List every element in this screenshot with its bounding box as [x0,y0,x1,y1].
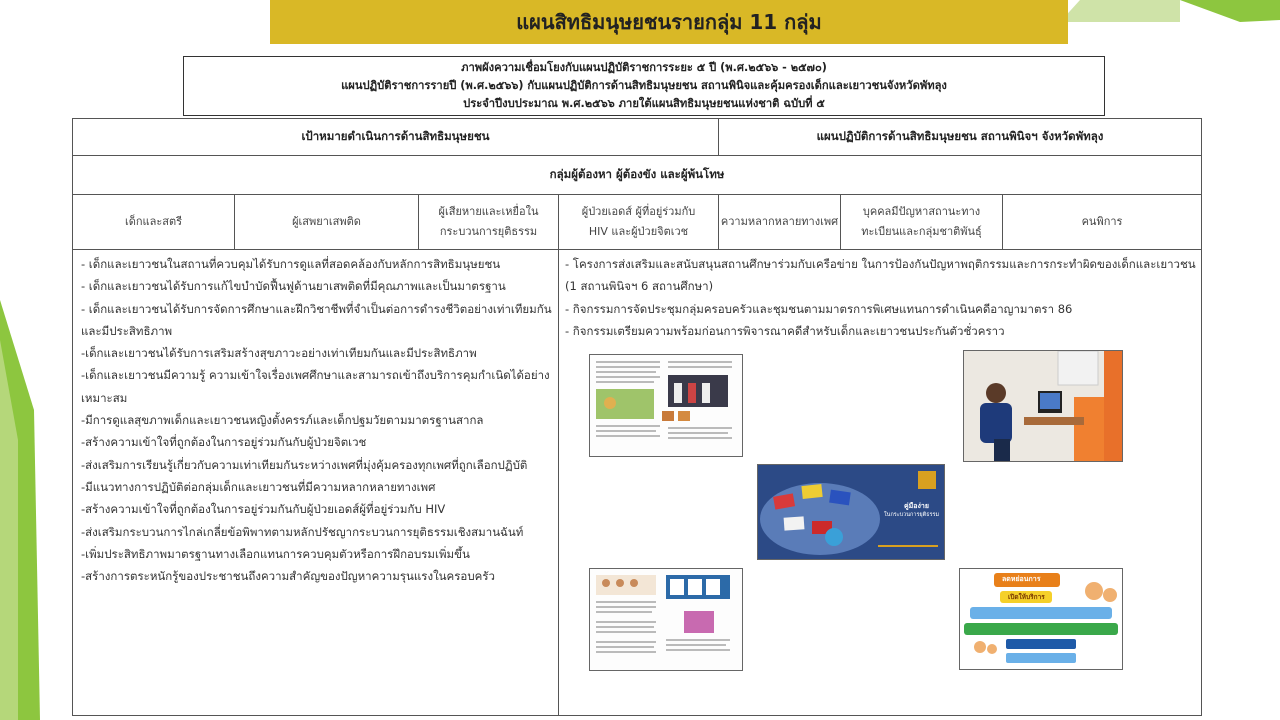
infographic-heading: ลดหย่อนการ [1002,575,1041,583]
infographic-photo [959,568,1123,670]
computer-room-photo [963,350,1123,462]
goal-item: -มีการดูแลสุขภาพเด็กและเยาวชนหญิงตั้งครรภ์และเด็กปฐมวัยตามมาตรฐานสากล [81,413,484,428]
category-cell: ผู้เสพยาเสพติด [235,195,419,250]
booklet-heading: คู่มือง่าย [904,502,929,510]
document-photo-1 [589,354,743,457]
subtitle-line-3: ประจำปีงบประมาณ พ.ศ.๒๕๖๖ ภายใต้แผนสิทธิมนุษยชนแห่งชาติ ฉบับที่ ๕ [463,97,825,110]
left-green-shape [0,300,42,720]
corner-green-shapes [1060,0,1280,22]
plans-cell [559,250,1202,716]
category-cell: คนพิการ [1003,195,1202,250]
goal-item: -สร้างความเข้าใจที่ถูกต้องในการอยู่ร่วมกันกับผู้ป่วยเอดส์ผู้ที่อยู่ร่วมกับ HIV [81,502,446,517]
group-label: กลุ่มผู้ต้องหา ผู้ต้องขัง และผู้พ้นโทษ [73,156,1202,195]
plan-item: - กิจกรรมเตรียมความพร้อมก่อนการพิจารณาคดีสำหรับเด็กและเยาวชนประกันตัวชั่วคราว [565,323,1005,338]
category-cell: ความหลากหลายทางเพศ [719,195,841,250]
goal-item: -ส่งเสริมการเรียนรู้เกี่ยวกับความเท่าเทียมกันระหว่างเพศที่มุ่งคุ้มครองทุกเพศที่ถูกเลือกปฏิบัติ [81,457,528,472]
category-cell: ผู้เสียหายและเหยื่อใน กระบวนการยุติธรรม [419,195,559,250]
booklet-subheading: ในกระบวนการยุติธรรม [884,512,940,518]
goal-item: -สร้างการตระหนักรู้ของประชาชนถึงความสำคัญของปัญหาความรุนแรงในครอบครัว [81,569,495,584]
category-cell: เด็กและสตรี [73,195,235,250]
goal-item: -มีแนวทางการปฏิบัติต่อกลุ่มเด็กและเยาวชนที่มีความหลากหลายทางเพศ [81,479,436,494]
subtitle-box [183,56,1105,116]
goal-item: - เด็กและเยาวชนได้รับการแก้ไขบำบัดฟื้นฟูด้านยาเสพติดที่มีคุณภาพและเป็นมาตรฐาน [81,279,506,294]
booklet-cover-photo [757,464,945,560]
header-plans: แผนปฏิบัติการด้านสิทธิมนุษยชน สถานพินิจฯ จังหวัดพัทลุง [719,119,1202,156]
subtitle-line-1: ภาพผังความเชื่อมโยงกับแผนปฏิบัติราชการระยะ ๕ ปี (พ.ศ.๒๕๖๖ - ๒๕๗๐) [461,61,827,74]
slide-title: แผนสิทธิมนุษยชนรายกลุ่ม 11 กลุ่ม [270,0,1068,44]
document-photo-2 [589,568,743,671]
goal-item: -เพิ่มประสิทธิภาพมาตรฐานทางเลือกแทนการควบคุมตัวหรือการฝึกอบรมเพิ่มขึ้น [81,546,470,561]
goal-item: - เด็กและเยาวชนในสถานที่ควบคุมได้รับการดูแลที่สอดคล้องกับหลักการสิทธิมนุษยชน [81,257,501,271]
goal-item: -สร้างความเข้าใจที่ถูกต้องในการอยู่ร่วมกันกับผู้ป่วยจิตเวช [81,435,367,450]
goals-cell [73,250,559,716]
goal-item: -เด็กและเยาวชนมีความรู้ ความเข้าใจเรื่องเพศศึกษาและสามารถเข้าถึงบริการคุมกำเนิดได้อย่างเหมาะสม [81,368,550,405]
goal-item: -เด็กและเยาวชนได้รับการเสริมสร้างสุขภาวะอย่างเท่าเทียมกันและมีประสิทธิภาพ [81,346,477,361]
category-cell: ผู้ป่วยเอดส์ ผู้ที่อยู่ร่วมกับ HIV และผู้ป่วยจิตเวช [559,195,719,250]
infographic-subheading: เปิดให้บริการ [1008,593,1045,601]
category-cell: บุคคลมีปัญหาสถานะทาง ทะเบียนและกลุ่มชาติพันธุ์ [841,195,1003,250]
subtitle-line-2: แผนปฏิบัติราชการรายปี (พ.ศ.๒๕๖๖) กับแผนปฏิบัติการด้านสิทธิมนุษยชน สถานพินิจและคุ้มครองเด็กและเยาวชนจังหวัดพัทลุง [341,79,947,92]
goal-item: -ส่งเสริมกระบวนการไกล่เกลี่ยข้อพิพาทตามหลักปรัชญากระบวนการยุติธรรมเชิงสมานฉันท์ [81,524,524,539]
rights-table [72,118,1202,716]
plan-item: - กิจกรรมการจัดประชุมกลุ่มครอบครัวและชุมชนตามมาตรการพิเศษแทนการดำเนินคดีอาญามาตรา 86 [565,301,1073,316]
goal-item: - เด็กและเยาวชนได้รับการจัดการศึกษาและฝึกวิชาชีพที่จำเป็นต่อการดำรงชีวิตอย่างเท่าเทียมกันและมีประสิทธิภาพ [81,301,552,338]
header-goals: เป้าหมายดำเนินการด้านสิทธิมนุษยชน [73,119,719,156]
plan-item: - โครงการส่งเสริมและสนับสนุนสถานศึกษาร่วมกับเครือข่าย ในการป้องกันปัญหาพฤติกรรมและการกระทำผิดของเด็กและเยาวชน (1 สถานพินิจฯ 6 สถานศึกษา) [565,257,1196,294]
